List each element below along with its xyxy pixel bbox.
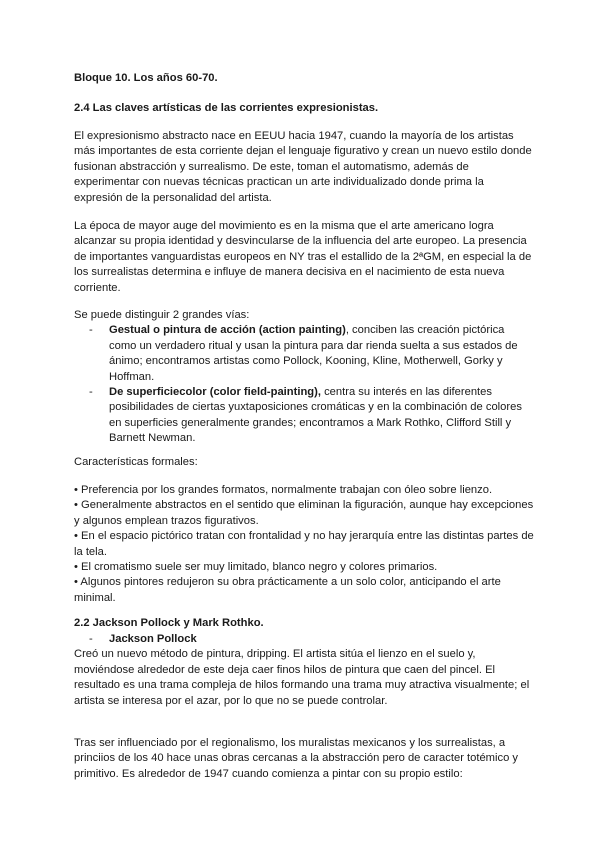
features-title: Características formales: bbox=[74, 456, 198, 468]
block-title: Bloque 10. Los años 60-70. bbox=[74, 72, 218, 84]
feature-item: • El cromatismo suele ser muy limitado, blanco negro y colores primarios. bbox=[74, 561, 438, 574]
paragraph: Creó un nuevo método de pintura, dripping. El artista sitúa el lienzo en el suelo y, moviéndose alrededor de este deja caer finos hilos de pintura que caen del pincel. El resultado es una trama compleja de hilos formando una trama muy atractiva visualmente; el artista se interesa por el azar, por lo que no se puede controlar. bbox=[74, 648, 530, 707]
list-item bbox=[74, 632, 534, 647]
feature-item: • Preferencia por los grandes formatos, normalmente trabajan con óleo sobre lienzo. bbox=[74, 484, 493, 496]
features-list bbox=[74, 483, 534, 606]
section-title: 2.4 Las claves artísticas de las corrientes expresionistas. bbox=[74, 102, 379, 114]
paragraph: La época de mayor auge del movimiento es en la misma que el arte americano logra alcanzar su propia identidad y desvincularse de la influencia del arte europeo. La presencia de importantes vanguardistas europeos en NY tras el estallido de la 2ªGM, en especial la de los surrealistas determina e influye de manera decisiva en el nacimiento de esta nueva corriente. bbox=[74, 220, 532, 294]
list-dash: - bbox=[89, 324, 93, 337]
section-title: 2.2 Jackson Pollock y Mark Rothko. bbox=[74, 617, 264, 629]
list-item-text: centra su interés en las diferentes posibilidades de ciertas yuxtaposiciones cromáticas y en la combinación de colores en superficies generalmente grandes; encontramos a Mark Rothko, Clifford Still y Barnett Newman. bbox=[109, 386, 522, 445]
list-dash: - bbox=[89, 633, 93, 645]
list-item-term: Gestual o pintura de acción (action painting) bbox=[109, 324, 346, 337]
list-dash: - bbox=[89, 386, 93, 399]
feature-item: • En el espacio pictórico tratan con frontalidad y no hay jerarquía entre las distintas partes de la tela. bbox=[74, 530, 534, 558]
ways-intro: Se puede distinguir 2 grandes vías: bbox=[74, 309, 250, 321]
feature-item: • Generalmente abstractos en el sentido que eliminan la figuración, aunque hay excepciones y algunos emplean trazos figurativos. bbox=[74, 499, 534, 527]
paragraph: Tras ser influenciado por el regionalismo, los muralistas mexicanos y los surrealistas, a princiios de los 40 hace unas obras cercanas a la abstracción pero de caracter totémico y primitivo. Es alrededor de 1947 cuando comienza a pintar con su propio estilo: bbox=[74, 737, 519, 780]
feature-item: • Algunos pintores redujeron su obra prácticamente a un solo color, anticipando el arte minimal. bbox=[74, 576, 501, 604]
pollock-section bbox=[74, 632, 534, 709]
ways-section bbox=[74, 308, 534, 447]
paragraph: El expresionismo abstracto nace en EEUU hacia 1947, cuando la mayoría de los artistas más importantes de esta corriente dejan el lenguaje figurativo y crean un nuevo estilo donde fusionan abstracción y surrealismo. De este, toman el automatismo, además de experimentar con nuevas técnicas practican un arte individualizado donde prima la expresión de la personalidad del artista. bbox=[74, 130, 532, 204]
subsection-title: Jackson Pollock bbox=[109, 633, 197, 645]
ways-list bbox=[74, 323, 534, 446]
list-item bbox=[74, 385, 534, 447]
list-item-term: De superficiecolor (color field-painting), bbox=[109, 386, 321, 399]
list-item bbox=[74, 323, 534, 385]
list-item-text: , conciben las creación pictórica como un verdadero ritual y usan la pintura para dar rienda suelta a sus estados de ánimo; encontramos artistas como Pollock, Kooning, Kline, Motherwell, Gorky y Hoffman. bbox=[109, 324, 518, 383]
pollock-heading bbox=[74, 632, 534, 647]
